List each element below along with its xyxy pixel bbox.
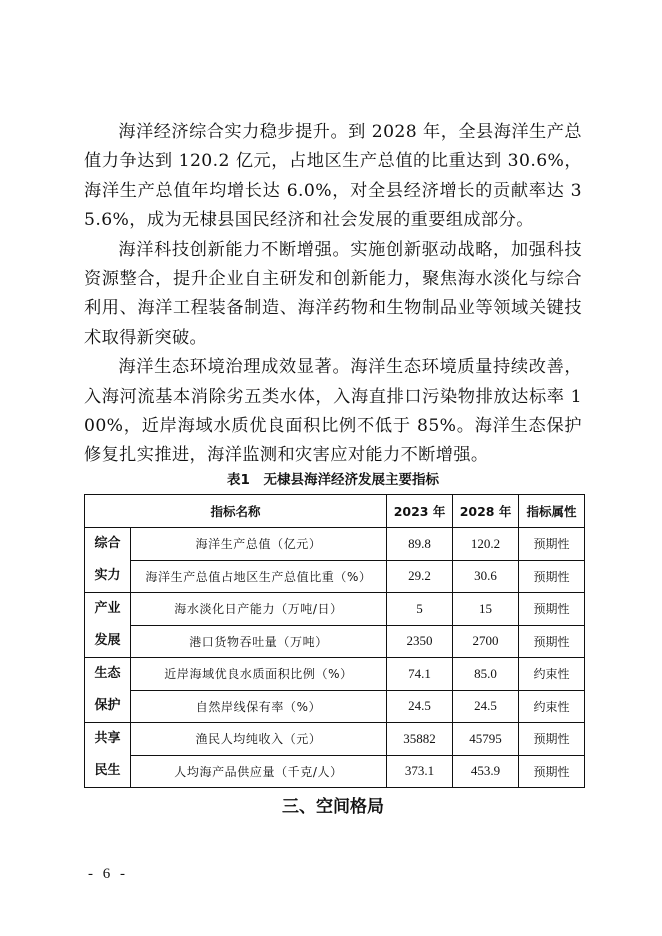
body-text [84, 118, 582, 471]
indicator-name: 海水淡化日产能力（万吨/日） [131, 593, 387, 626]
indicator-name: 海洋生产总值（亿元） [131, 528, 387, 561]
indicator-name: 渔民人均纯收入（元） [131, 723, 387, 756]
table-row [85, 690, 585, 723]
category-cell [85, 723, 131, 788]
value-2028: 45795 [453, 723, 519, 756]
category-cell [85, 658, 131, 723]
indicator-attribute: 预期性 [519, 625, 585, 658]
category-label-line: 产业 [94, 601, 121, 616]
indicator-attribute: 预期性 [519, 593, 585, 626]
indicator-name: 近岸海域优良水质面积比例（%） [131, 658, 387, 691]
value-2028: 2700 [453, 625, 519, 658]
header-2023: 2023 年 [387, 495, 453, 528]
indicator-attribute: 预期性 [519, 560, 585, 593]
indicator-attribute: 约束性 [519, 690, 585, 723]
header-indicator-name: 指标名称 [85, 495, 387, 528]
value-2028: 24.5 [453, 690, 519, 723]
category-cell [85, 528, 131, 593]
table-row [85, 625, 585, 658]
table-row [85, 560, 585, 593]
indicator-attribute: 约束性 [519, 658, 585, 691]
category-label-line: 共享 [94, 731, 121, 746]
indicator-attribute: 预期性 [519, 723, 585, 756]
value-2023: 373.1 [387, 755, 453, 788]
indicator-attribute: 预期性 [519, 528, 585, 561]
category-label-line: 生态 [94, 666, 121, 681]
indicator-name: 自然岸线保有率（%） [131, 690, 387, 723]
paragraph-technology-innovation: 海洋科技创新能力不断增强。实施创新驱动战略，加强科技资源整合，提升企业自主研发和创新能力，聚焦海水淡化与综合利用、海洋工程装备制造、海洋药物和生物制品业等领域关键技术取得新突破。 [84, 239, 582, 348]
indicator-name: 港口货物吞吐量（万吨） [131, 625, 387, 658]
category-label-line: 保护 [94, 698, 121, 713]
category-label-line: 发展 [94, 633, 121, 648]
value-2023: 89.8 [387, 528, 453, 561]
value-2028: 30.6 [453, 560, 519, 593]
table-row [85, 658, 585, 691]
indicators-table [84, 494, 585, 788]
table-row [85, 593, 585, 626]
category-label-line: 民生 [94, 763, 121, 778]
value-2028: 120.2 [453, 528, 519, 561]
table-row [85, 755, 585, 788]
value-2023: 2350 [387, 625, 453, 658]
header-attribute: 指标属性 [519, 495, 585, 528]
paragraph-ecology-environment: 海洋生态环境治理成效显著。海洋生态环境质量持续改善，入海河流基本消除劣五类水体，入海直排口污染物排放达标率 100%，近岸海域水质优良面积比例不低于 85%。海洋生态保护修复扎实推进，海洋监测和灾害应对能力不断增强。 [84, 357, 582, 466]
category-label-line: 实力 [94, 568, 121, 583]
section-heading: 三、空间格局 [282, 797, 384, 817]
indicator-name: 人均海产品供应量（千克/人） [131, 755, 387, 788]
table-caption: 表1 无棣县海洋经济发展主要指标 [227, 472, 439, 488]
value-2028: 15 [453, 593, 519, 626]
indicator-attribute: 预期性 [519, 755, 585, 788]
page-number: - 6 - [88, 866, 128, 882]
table-row [85, 723, 585, 756]
value-2023: 29.2 [387, 560, 453, 593]
value-2023: 35882 [387, 723, 453, 756]
category-label-line: 综合 [94, 536, 121, 551]
value-2023: 74.1 [387, 658, 453, 691]
header-2028: 2028 年 [453, 495, 519, 528]
table-header-row [85, 495, 585, 528]
value-2028: 85.0 [453, 658, 519, 691]
category-cell [85, 593, 131, 658]
value-2023: 5 [387, 593, 453, 626]
indicator-name: 海洋生产总值占地区生产总值比重（%） [131, 560, 387, 593]
table-row [85, 528, 585, 561]
value-2023: 24.5 [387, 690, 453, 723]
paragraph-economic-strength: 海洋经济综合实力稳步提升。到 2028 年，全县海洋生产总值力争达到 120.2 亿元，占地区生产总值的比重达到 30.6%，海洋生产总值年均增长达 6.0%，对全县经济增长的贡献率达 35.6%，成为无棣县国民经济和社会发展的重要组成部分。 [84, 122, 582, 231]
value-2028: 453.9 [453, 755, 519, 788]
